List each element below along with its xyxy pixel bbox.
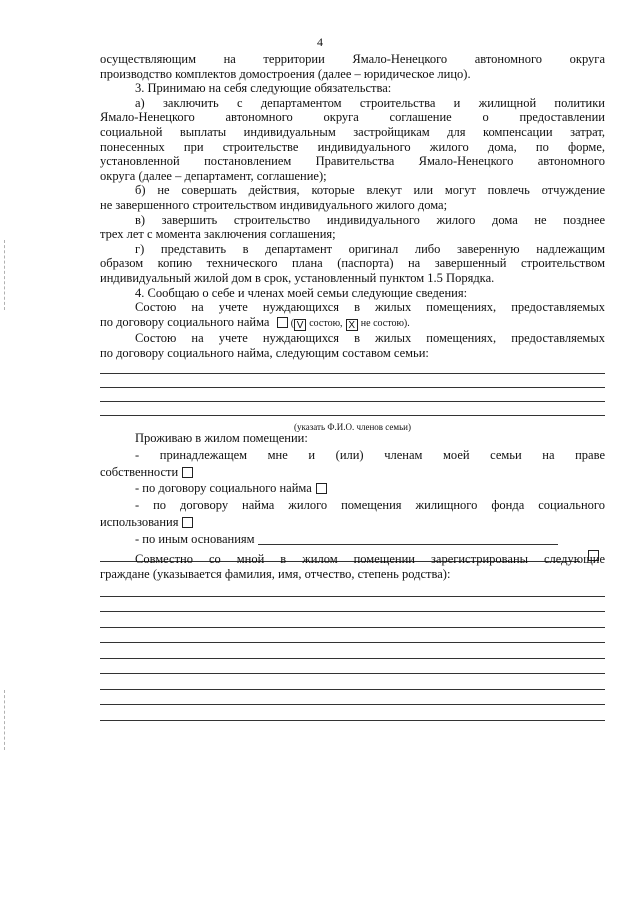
- blank-line[interactable]: [100, 643, 605, 659]
- residence-heading: Проживаю в жилом помещении:: [135, 431, 308, 445]
- paragraph-line: Совместно со мной в жилом помещении зарегистрированы следующие: [135, 552, 605, 566]
- family-members-field[interactable]: [100, 360, 605, 416]
- social-rent-checkbox[interactable]: [316, 483, 327, 494]
- blank-line[interactable]: [100, 612, 605, 628]
- option-social-use-line: - по договору найма жилого помещения жилищного фонда социального: [135, 498, 605, 513]
- paragraph-line: производство комплектов домостроения (далее – юридическое лицо).: [100, 66, 471, 81]
- paragraph-line: Состою на учете нуждающихся в жилых помещениях, предоставляемых: [135, 331, 605, 346]
- blank-line[interactable]: [100, 597, 605, 613]
- paragraph-line: по договору социального найма, следующим составом семьи:: [100, 345, 429, 360]
- paragraph-line: г) представить в департамент оригинал либо заверенную надлежащим: [135, 241, 605, 256]
- paragraph-line: индивидуальный жилой дом в срок, установленный пунктом 1.5 Порядка.: [100, 270, 495, 285]
- blank-line[interactable]: [100, 674, 605, 690]
- paragraph-line: б) не совершать действия, которые влекут или могут повлечь отчуждение: [135, 183, 605, 198]
- blank-line[interactable]: [100, 705, 605, 721]
- option-social-rent: - по договору социального найма: [100, 480, 605, 497]
- scan-margin-mark: [4, 240, 6, 310]
- paragraph-line: осуществляющим на территории Ямало-Ненецкого автономного округа: [100, 52, 605, 66]
- registered-persons-field[interactable]: [100, 581, 605, 721]
- page-number: 4: [317, 35, 323, 49]
- option-other: - по иным основаниям: [100, 531, 605, 548]
- blank-line[interactable]: [100, 690, 605, 706]
- paragraph-line: а) заключить с департаментом строительства и жилищной политики: [135, 95, 605, 110]
- paragraph-line: трех лет с момента заключения соглашения;: [100, 227, 336, 242]
- paragraph-line: граждане (указывается фамилия, имя, отчество, степень родства):: [100, 566, 451, 581]
- registered-no-mark[interactable]: X: [346, 319, 358, 331]
- registered-yes-mark[interactable]: V: [294, 319, 306, 331]
- blank-line[interactable]: [100, 659, 605, 675]
- ownership-checkbox[interactable]: [182, 467, 193, 478]
- paragraph-line: Состою на учете нуждающихся в жилых помещениях, предоставляемых: [135, 300, 605, 315]
- paragraph-line: Ямало-Ненецкого автономного округа соглашение о предоставлении: [100, 110, 605, 125]
- scan-margin-mark: [4, 690, 6, 750]
- paragraph-line: понесенных при строительстве индивидуального жилого дома, по форме,: [100, 139, 605, 154]
- paragraph-line: установленной постановлением Правительства Ямало-Ненецкого автономного: [100, 154, 605, 169]
- blank-line[interactable]: [100, 360, 605, 374]
- registered-persons-section: [100, 552, 605, 721]
- document-body: [100, 52, 605, 435]
- paragraph-heading-4: 4. Сообщаю о себе и членах моей семьи следующие сведения:: [135, 285, 468, 300]
- registration-status-line: по договору социального найма ( V состою, X не состою).: [100, 314, 410, 331]
- blank-line[interactable]: [100, 581, 605, 597]
- paragraph-heading-3: 3. Принимаю на себя следующие обязательства:: [135, 81, 392, 96]
- residence-section: [100, 430, 605, 565]
- paragraph-line: социальной выплаты индивидуальным застройщикам для компенсации затрат,: [100, 124, 605, 139]
- registered-checkbox[interactable]: [277, 317, 288, 328]
- paragraph-line: округа (далее – департамент, соглашение);: [100, 168, 327, 183]
- option-ownership: собственности: [100, 464, 605, 481]
- other-grounds-field[interactable]: [258, 531, 558, 545]
- social-use-checkbox[interactable]: [182, 517, 193, 528]
- paragraph-line: образом копию технического плана (паспорта) на завершенный строительством: [100, 256, 605, 271]
- paragraph-line: в) завершить строительство индивидуального жилого дома не позднее: [135, 212, 605, 227]
- field-caption: (указать Ф.И.О. членов семьи): [294, 422, 411, 433]
- blank-line[interactable]: [100, 628, 605, 644]
- option-social-use: использования: [100, 514, 605, 531]
- blank-line[interactable]: [100, 402, 605, 416]
- blank-line[interactable]: [100, 388, 605, 402]
- blank-line[interactable]: [100, 374, 605, 388]
- option-ownership-line: - принадлежащем мне и (или) членам моей семьи на праве: [135, 447, 605, 462]
- paragraph-line: не завершенного строительством индивидуального жилого дома;: [100, 197, 448, 212]
